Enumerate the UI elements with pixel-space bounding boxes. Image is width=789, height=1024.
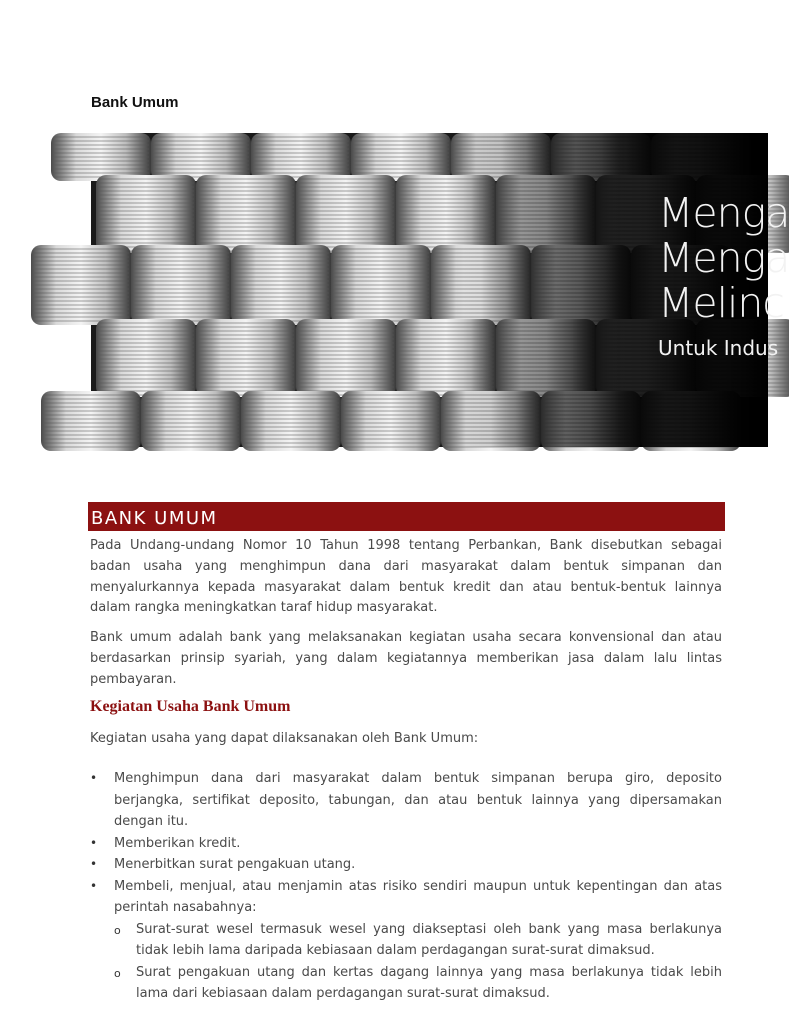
- bullet-icon: •: [90, 835, 98, 850]
- list-item: [90, 833, 722, 855]
- page-title: Bank Umum: [91, 94, 179, 111]
- bullet-icon: •: [90, 878, 98, 893]
- sub-list-item-text: Surat pengakuan utang dan kertas dagang lainnya yang masa berlakunya tidak lebih lama dari kebiasaan dalam perdagangan surat-surat dimaksud.: [136, 964, 722, 1001]
- list-item: [90, 854, 722, 876]
- paragraph-definition: Pada Undang-undang Nomor 10 Tahun 1998 tentang Perbankan, Bank disebutkan sebagai badan usaha yang menghimpun dana dari masyarakat dalam bentuk simpanan dan menyalurkannya kepada masyarakat dalam bentuk kredit dan atau bentuk-bentuk lainnya dalam rangka meningkatkan taraf hidup masyarakat.: [90, 538, 722, 616]
- banner-line-2: Menga: [658, 234, 789, 282]
- list-item-text: Menerbitkan surat pengakuan utang.: [114, 857, 356, 872]
- activity-list: [90, 768, 722, 1005]
- list-item: [90, 876, 722, 1005]
- banner-headline: [658, 191, 789, 362]
- circle-bullet-icon: o: [114, 923, 121, 937]
- banner-subline: Untuk Indus: [658, 336, 779, 360]
- bullet-icon: •: [90, 857, 98, 871]
- sub-list-item: [114, 919, 722, 962]
- subheading: Kegiatan Usaha Bank Umum: [90, 698, 291, 715]
- sub-list-item-text: Surat-surat wesel termasuk wesel yang diakseptasi oleh bank yang masa berlakunya tidak lebih lama daripada kebiasaan dalam perdagangan surat-surat dimaksud.: [136, 921, 722, 958]
- list-item-text: Memberikan kredit.: [114, 835, 241, 851]
- banner-line-3: Melinc: [658, 279, 784, 327]
- section-title: BANK UMUM: [91, 508, 218, 529]
- list-item-text: Menghimpun dana dari masyarakat dalam bentuk simpanan berupa giro, deposito berjangka, sertifikat deposito, tabungan, dan atau bentuk lainnya yang dipersamakan dengan itu.: [114, 771, 722, 829]
- paragraph-bank-umum: Bank umum adalah bank yang melaksanakan kegiatan usaha secara konvensional dan atau berdasarkan prinsip syariah, yang dalam kegiatannya memberikan jasa dalam lalu lintas pembayaran.: [90, 630, 722, 687]
- banner-line-1: Menga: [658, 189, 789, 237]
- intro-text: Kegiatan usaha yang dapat dilaksanakan oleh Bank Umum:: [90, 731, 479, 746]
- sub-list: [114, 919, 722, 1005]
- bullet-icon: •: [90, 771, 98, 785]
- coin-stack-banner: [91, 133, 789, 447]
- list-item: [90, 768, 722, 833]
- list-item-text: Membeli, menjual, atau menjamin atas risiko sendiri maupun untuk kepentingan dan atas perintah nasabahnya:: [114, 878, 722, 915]
- circle-bullet-icon: o: [114, 966, 121, 980]
- sub-list-item: [114, 962, 722, 1005]
- section-header-bar: [88, 502, 725, 531]
